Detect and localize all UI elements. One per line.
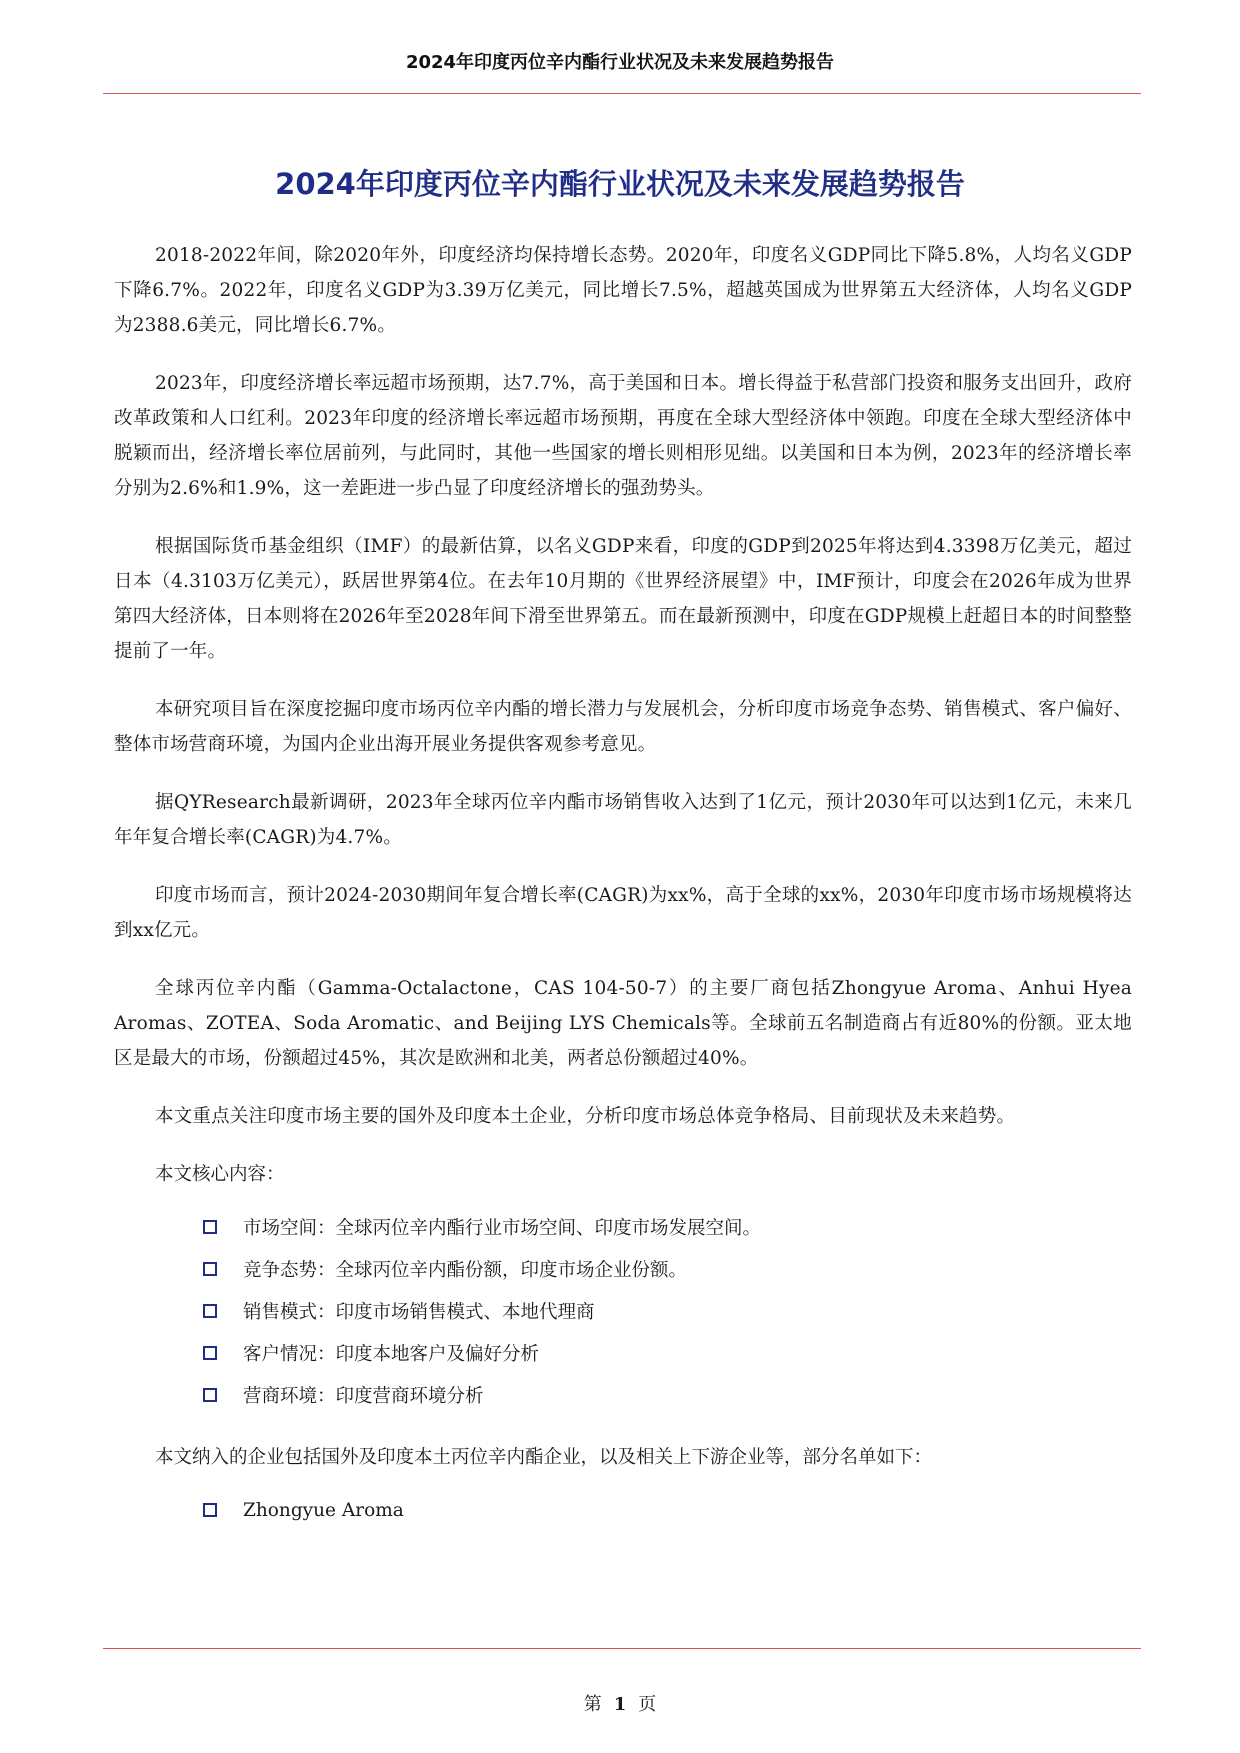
page-prefix: 第: [583, 1694, 602, 1715]
list-item-text: 销售模式：印度市场销售模式、本地代理商: [243, 1302, 595, 1323]
paragraph-global-market: 据QYResearch最新调研，2023年全球丙位辛内酯市场销售收入达到了1亿元，预计2030年可以达到1亿元，未来几年年复合增长率(CAGR)为4.7%。: [114, 792, 1132, 848]
footer-divider: [103, 1648, 1141, 1649]
company-name: Zhongyue Aroma: [243, 1499, 404, 1521]
list-item: [114, 1206, 1132, 1248]
list-item-text: 竞争态势：全球丙位辛内酯份额，印度市场企业份额。: [243, 1260, 688, 1281]
page-suffix: 页: [638, 1694, 657, 1715]
list-item-text: 客户情况：印度本地客户及偏好分析: [243, 1344, 540, 1365]
square-bullet-icon: [203, 1388, 217, 1402]
core-content-list: [114, 1206, 1132, 1416]
paragraph-india-market: 印度市场而言，预计2024-2030期间年复合增长率(CAGR)为xx%，高于全球的xx%，2030年印度市场市场规模将达到xx亿元。: [114, 885, 1132, 941]
paragraph-growth-2023: 2023年，印度经济增长率远超市场预期，达7.7%，高于美国和日本。增长得益于私营部门投资和服务支出回升，政府改革政策和人口红利。2023年印度的经济增长率远超市场预期，再度在全球大型经济体中领跑。印度在全球大型经济体中脱颖而出，经济增长率位居前列，与此同时，其他一些国家的增长则相形见绌。以美国和日本为例，2023年的经济增长率分别为2.6%和1.9%，这一差距进一步凸显了印度经济增长的强劲势头。: [114, 373, 1132, 499]
running-header: 2024年印度丙位辛内酯行业状况及未来发展趋势报告: [405, 52, 835, 73]
page-number-value: 1: [613, 1694, 627, 1715]
list-item: [114, 1290, 1132, 1332]
paragraph-imf-estimate: 根据国际货币基金组织（IMF）的最新估算，以名义GDP来看，印度的GDP到2025年将达到4.3398万亿美元，超过日本（4.3103万亿美元），跃居世界第4位。在去年10月期的《世界经济展望》中，IMF预计，印度会在2026年成为世界第四大经济体，日本则将在2026年至2028年间下滑至世界第五。而在最新预测中，印度在GDP规模上赶超日本的时间整整提前了一年。: [114, 536, 1132, 662]
list-item: [114, 1332, 1132, 1374]
paragraph-manufacturers: 全球丙位辛内酯（Gamma-Octalactone，CAS 104-50-7）的主要厂商包括Zhongyue Aroma、Anhui Hyea Aromas、ZOTEA、Soda Aromatic、and Beijing LYS Chemicals等。全球前五名制造商占有近80%的份额。亚太地区是最大的市场，份额超过45%，其次是欧洲和北美，两者总份额超过40%。: [114, 978, 1132, 1069]
square-bullet-icon: [203, 1503, 217, 1517]
core-content-heading: 本文核心内容：: [155, 1164, 285, 1185]
square-bullet-icon: [203, 1304, 217, 1318]
list-item: [114, 1374, 1132, 1416]
paragraph-research-aim: 本研究项目旨在深度挖掘印度市场丙位辛内酯的增长潜力与发展机会，分析印度市场竞争态势、销售模式、客户偏好、整体市场营商环境，为国内企业出海开展业务提供客观参考意见。: [114, 699, 1132, 755]
document-body: [114, 238, 1132, 1555]
square-bullet-icon: [203, 1220, 217, 1234]
square-bullet-icon: [203, 1346, 217, 1360]
companies-intro: 本文纳入的企业包括国外及印度本土丙位辛内酯企业，以及相关上下游企业等，部分名单如下：: [155, 1447, 933, 1468]
list-item-text: 市场空间：全球丙位辛内酯行业市场空间、印度市场发展空间。: [243, 1218, 762, 1239]
list-item-text: 营商环境：印度营商环境分析: [243, 1386, 484, 1407]
list-item: [114, 1489, 1132, 1531]
paragraph-focus: 本文重点关注印度市场主要的国外及印度本土企业，分析印度市场总体竞争格局、目前现状及未来趋势。: [155, 1106, 1016, 1127]
square-bullet-icon: [203, 1262, 217, 1276]
paragraph-economy-overview: 2018-2022年间，除2020年外，印度经济均保持增长态势。2020年，印度名义GDP同比下降5.8%，人均名义GDP下降6.7%。2022年，印度名义GDP为3.39万亿美元，同比增长7.5%，超越英国成为世界第五大经济体，人均名义GDP为2388.6美元，同比增长6.7%。: [114, 245, 1132, 336]
list-item: [114, 1248, 1132, 1290]
page-number: [0, 1690, 1240, 1716]
companies-list: [114, 1489, 1132, 1531]
document-title: 2024年印度丙位辛内酯行业状况及未来发展趋势报告: [275, 167, 965, 201]
header-divider: [103, 93, 1141, 94]
